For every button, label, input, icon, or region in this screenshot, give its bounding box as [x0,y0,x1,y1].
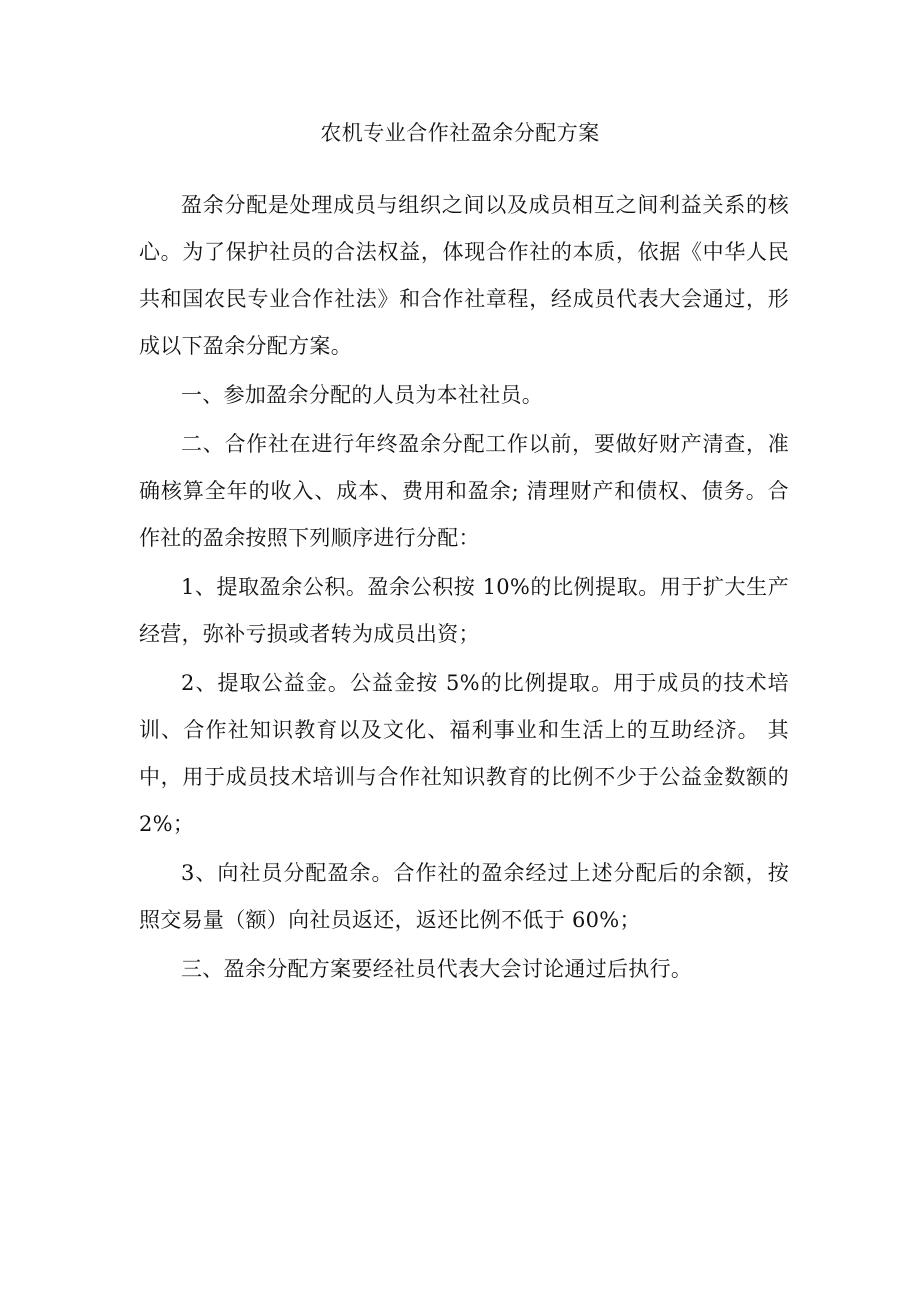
paragraph-item-1: 1、提取盈余公积。盈余公积按 10%的比例提取。用于扩大生产经营，弥补亏损或者转为成员出资； [139,575,789,646]
document-body [139,182,789,993]
paragraph-item-3: 3、向社员分配盈余。合作社的盈余经过上述分配后的余额，按照交易量（额）向社员返还，返还比例不低于 60%； [139,861,789,932]
paragraph-section-1: 一、参加盈余分配的人员为本社社员。 [181,383,544,407]
document-title: 农机专业合作社盈余分配方案 [320,121,600,145]
paragraph-section-2: 二、合作社在进行年终盈余分配工作以前，要做好财产清查，准确核算全年的收入、成本、费用和盈余; 清理财产和债权、债务。合作社的盈余按照下列顺序进行分配： [139,432,789,550]
paragraph-intro: 盈余分配是处理成员与组织之间以及成员相互之间利益关系的核心。为了保护社员的合法权益，体现合作社的本质，依据《中华人民共和国农民专业合作社法》和合作社章程，经成员代表大会通过，形成以下盈余分配方案。 [139,193,789,358]
paragraph-item-2: 2、提取公益金。公益金按 5%的比例提取。用于成员的技术培训、合作社知识教育以及文化、福利事业和生活上的互助经济。 其中，用于成员技术培训与合作社知识教育的比例不少于公益金数额的2%； [139,671,789,836]
paragraph-section-3: 三、盈余分配方案要经社员代表大会讨论通过后执行。 [181,957,693,981]
